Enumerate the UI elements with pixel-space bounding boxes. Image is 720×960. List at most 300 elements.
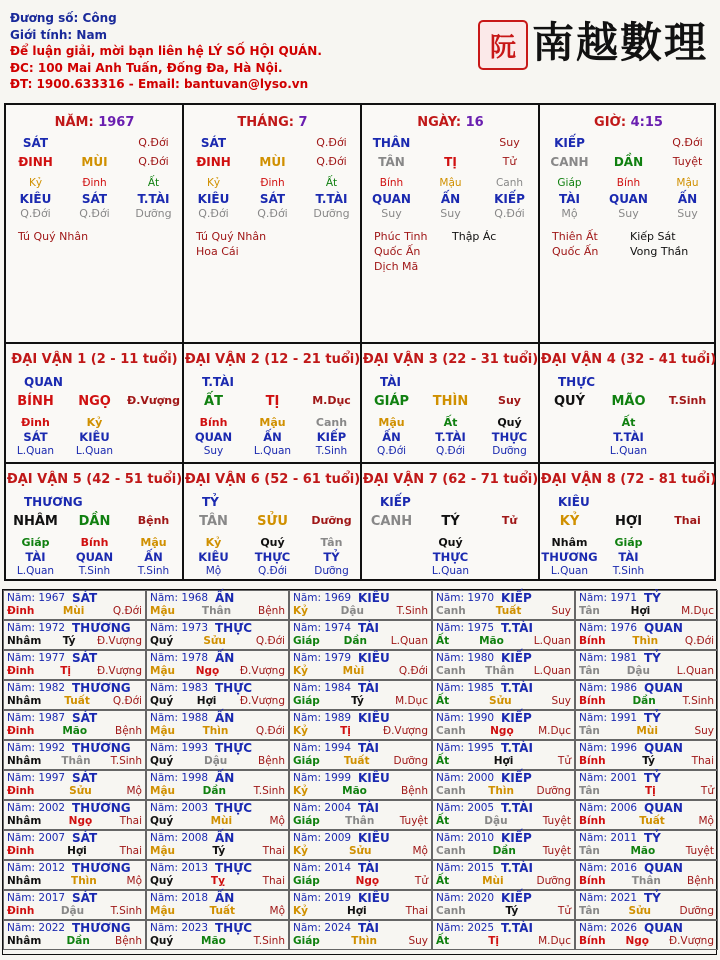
- year-head: [579, 592, 714, 605]
- year-god: QUAN: [644, 681, 683, 695]
- pillar-word: DẦN: [613, 155, 644, 169]
- pillar-word: Suy: [440, 207, 461, 220]
- year-pillar: [436, 785, 571, 798]
- dai-van-title: ĐẠI VẬN 5 (42 - 51 tuổi): [6, 472, 183, 487]
- pillar-word: Bính: [379, 177, 404, 189]
- pillar-word: Giáp: [557, 177, 582, 189]
- hidden-stem: [658, 536, 716, 549]
- hidden-god: THỰC: [254, 550, 291, 564]
- year-cell: [289, 650, 432, 680]
- dai-van-hstage: [184, 445, 361, 457]
- year-cell: [146, 710, 289, 740]
- pillar-word: Q.Đới: [672, 136, 703, 149]
- year-head: [150, 862, 285, 875]
- year-chi: Dậu: [340, 605, 364, 617]
- year-cell: [3, 620, 146, 650]
- year-stage: L.Quan: [390, 635, 428, 647]
- year-head: [579, 892, 714, 905]
- year-stage: M.Dục: [395, 695, 428, 707]
- dai-van-pillar: [540, 394, 717, 409]
- year-cell: [575, 620, 718, 650]
- year-head: [436, 892, 571, 905]
- year-pillar: [579, 935, 714, 948]
- dai-van-title: ĐẠI VẬN 1 (2 - 11 tuổi): [11, 352, 178, 367]
- year-stage: T.Sinh: [396, 605, 428, 617]
- hidden-god: [658, 430, 716, 444]
- gioi-tinh: Giới tính: Nam: [10, 27, 108, 42]
- year-cell: [3, 860, 146, 890]
- year-stage: Q.Đới: [112, 695, 142, 707]
- year-pillar: [293, 665, 428, 678]
- pillar-row: [362, 136, 539, 150]
- year-label: Năm: 1975: [436, 622, 495, 634]
- year-chi: Dần: [492, 845, 516, 857]
- year-chi: Sửu: [489, 695, 512, 707]
- year-can: Quý: [150, 695, 174, 707]
- year-pillar: [436, 665, 571, 678]
- pillar-word: SÁT: [200, 136, 227, 150]
- year-stage: Q.Đới: [255, 635, 285, 647]
- year-chi: Dần: [202, 785, 226, 797]
- year-stage: Suy: [408, 935, 428, 947]
- year-label: Năm: 1988: [150, 712, 209, 724]
- year-god: THỰC: [215, 801, 253, 815]
- dai-van-cell: [6, 464, 183, 582]
- year-can: Kỷ: [293, 725, 308, 737]
- year-god: THỰC: [215, 741, 253, 755]
- year-stage: Đ.Vượng: [668, 935, 714, 947]
- pillar-row: [184, 177, 361, 189]
- year-label: Năm: 1974: [293, 622, 352, 634]
- year-chi: Sửu: [69, 785, 92, 797]
- pillar-word: Q.Đới: [79, 207, 110, 220]
- year-pillar: [7, 845, 142, 858]
- pillar-row: [6, 207, 183, 220]
- year-god: T.TÀI: [501, 741, 533, 755]
- year-pillar: [293, 785, 428, 798]
- year-can: Canh: [436, 665, 466, 677]
- year-label: Năm: 2025: [436, 922, 495, 934]
- hidden-stage: L.Quan: [550, 565, 589, 577]
- year-cell: [3, 740, 146, 770]
- year-label: Năm: 2008: [150, 832, 209, 844]
- year-can: Giáp: [293, 755, 320, 767]
- dai-van-hstage: [6, 565, 183, 577]
- year-head: [436, 712, 571, 725]
- pillar-title: [540, 115, 717, 130]
- year-label: Năm: 1977: [7, 652, 66, 664]
- year-cell: [3, 890, 146, 920]
- year-chi: Thân: [631, 875, 661, 887]
- year-god: TÀI: [358, 681, 380, 695]
- hidden-god: [124, 430, 182, 444]
- year-stage: M.Dục: [538, 935, 571, 947]
- dai-van-hidden: [6, 416, 183, 429]
- year-chi: Tỵ: [210, 875, 225, 887]
- year-can: Quý: [150, 875, 174, 887]
- hidden-stage: L.Quan: [609, 445, 648, 457]
- year-stage: Thai: [119, 815, 142, 827]
- year-chi: Ngọ: [68, 815, 93, 827]
- year-chi: Tý: [642, 755, 655, 767]
- year-chi: Hợi: [67, 845, 87, 857]
- year-can: Tân: [579, 785, 600, 797]
- year-pillar: [579, 695, 714, 708]
- year-stage: Dưỡng: [536, 785, 571, 797]
- pillar-cell: [6, 105, 183, 340]
- year-cell: [146, 740, 289, 770]
- year-pillar: [579, 665, 714, 678]
- year-cell: [289, 620, 432, 650]
- year-god: KIÊU: [358, 711, 390, 725]
- hidden-god: SÁT: [23, 430, 48, 444]
- year-god: TÀI: [358, 801, 380, 815]
- year-stage: Mộ: [412, 845, 428, 857]
- dai-van-cell: [184, 344, 361, 462]
- header-info: [10, 10, 470, 93]
- dai-van-god: KIẾP: [380, 495, 411, 509]
- dai-van-hgods: [362, 550, 539, 564]
- hidden-stem: [480, 536, 538, 549]
- pillar-word: Mậu: [676, 177, 699, 189]
- year-label: Năm: 2026: [579, 922, 638, 934]
- year-god: KIẾP: [501, 831, 532, 845]
- year-stage: Suy: [551, 605, 571, 617]
- year-pillar: [7, 725, 142, 738]
- year-head: [7, 712, 142, 725]
- pillar-word: Tử: [502, 155, 517, 168]
- year-head: [293, 772, 428, 785]
- year-cell: [3, 830, 146, 860]
- year-god: THƯƠNG: [72, 861, 131, 875]
- year-can: Mậu: [150, 665, 176, 677]
- pillar-word: Bính: [616, 177, 641, 189]
- pillar-row: [184, 207, 361, 220]
- year-head: [7, 742, 142, 755]
- hidden-stage: Q.Đới: [376, 445, 407, 457]
- year-chi: Tý: [62, 635, 76, 647]
- dai-van-title: ĐẠI VẬN 2 (12 - 21 tuổi): [184, 352, 361, 367]
- year-head: [436, 592, 571, 605]
- year-chi: Ngọ: [625, 935, 650, 947]
- year-chi: Dậu: [203, 755, 228, 767]
- year-god: ẤN: [215, 831, 235, 845]
- year-pillar: [293, 815, 428, 828]
- dai-van-stage: Tử: [501, 514, 518, 527]
- pillar-word: T.TÀI: [137, 192, 170, 206]
- year-can: Bính: [579, 875, 606, 887]
- year-label: Năm: 2000: [436, 772, 495, 784]
- dai-van-pillar: [6, 394, 183, 409]
- year-head: [579, 862, 714, 875]
- dai-van-chi: SỬU: [257, 514, 288, 529]
- year-can: Nhâm: [7, 815, 42, 827]
- year-can: Giáp: [293, 935, 320, 947]
- hidden-stem: [362, 536, 420, 549]
- year-pillar: [7, 785, 142, 798]
- year-head: [150, 622, 285, 635]
- pillar-word: Q.Đới: [20, 207, 51, 220]
- year-god: TÀI: [358, 621, 380, 635]
- pillar-row: [184, 192, 361, 206]
- pillar-title-label: THÁNG:: [237, 115, 299, 130]
- pillar-row: [540, 207, 717, 220]
- year-stage: Bệnh: [258, 605, 285, 617]
- hidden-stage: T.Sinh: [137, 565, 170, 577]
- year-cell: [289, 920, 432, 950]
- year-pillar: [150, 935, 285, 948]
- hidden-god: TÀI: [618, 550, 639, 564]
- hidden-stem: Giáp: [614, 536, 643, 549]
- year-cell: [575, 920, 718, 950]
- pillar-word: TÀI: [558, 192, 580, 206]
- pillar-word: Q.Đới: [138, 155, 169, 168]
- year-label: Năm: 2016: [579, 862, 638, 874]
- hidden-stem: Tân: [320, 536, 343, 549]
- year-can: Canh: [436, 905, 466, 917]
- year-stage: Mộ: [126, 875, 142, 887]
- dai-van-hgods: [540, 430, 717, 444]
- pillar-word: T.TÀI: [315, 192, 348, 206]
- year-cell: [575, 590, 718, 620]
- year-can: Kỷ: [293, 665, 308, 677]
- year-stage: T.Sinh: [110, 755, 142, 767]
- year-cell: [575, 650, 718, 680]
- year-head: [150, 832, 285, 845]
- dai-van-can: CANH: [370, 514, 413, 529]
- year-can: Bính: [579, 755, 606, 767]
- hidden-god: TÀI: [25, 550, 46, 564]
- year-god: KIẾP: [501, 891, 532, 905]
- hidden-god: THỰC: [432, 550, 469, 564]
- hidden-god: [362, 550, 420, 564]
- year-cell: [575, 680, 718, 710]
- year-label: Năm: 2007: [7, 832, 66, 844]
- year-chi: Dần: [343, 635, 367, 647]
- year-chi: Tý: [505, 905, 519, 917]
- year-pillar: [436, 845, 571, 858]
- dai-van-hgods: [362, 430, 539, 444]
- year-head: [150, 712, 285, 725]
- year-god: THỰC: [215, 681, 253, 695]
- year-cell: [3, 650, 146, 680]
- year-head: [7, 802, 142, 815]
- pillar-word: MÙI: [259, 155, 286, 169]
- year-can: Quý: [150, 755, 174, 767]
- dai-van-can: QUÝ: [553, 394, 586, 409]
- year-chi: Hợi: [630, 605, 651, 617]
- year-chi: Dần: [66, 935, 90, 947]
- dai-van-hstage: [184, 565, 361, 577]
- year-god: QUAN: [644, 621, 683, 635]
- year-can: Đinh: [7, 905, 35, 917]
- year-head: [7, 892, 142, 905]
- dai-van-pillar: [362, 514, 539, 529]
- pillar-word: QUAN: [372, 192, 411, 206]
- year-pillar: [150, 905, 285, 918]
- pillar-word: Q.Đới: [257, 207, 288, 220]
- year-chi: Mão: [342, 785, 367, 797]
- year-pillar: [293, 905, 428, 918]
- year-label: Năm: 2005: [436, 802, 495, 814]
- year-label: Năm: 1996: [579, 742, 638, 754]
- year-head: [579, 832, 714, 845]
- year-label: Năm: 2018: [150, 892, 209, 904]
- year-stage: Bệnh: [258, 755, 285, 767]
- dai-van-can: NHÂM: [13, 514, 58, 529]
- year-can: Nhâm: [7, 875, 42, 887]
- pillar-word: ẤN: [440, 192, 461, 206]
- year-cell: [432, 830, 575, 860]
- pillar-title-value: 16: [465, 115, 484, 130]
- hidden-god: KIÊU: [198, 550, 229, 564]
- pillar-word: Dưỡng: [313, 207, 350, 220]
- pillar-row: [184, 136, 361, 150]
- year-stage: Tử: [414, 875, 428, 887]
- year-chi: Mùi: [62, 605, 85, 617]
- year-chi: Thân: [61, 755, 91, 767]
- year-god: KIẾP: [501, 651, 532, 665]
- pillar-title: [6, 115, 183, 130]
- hidden-stage: [658, 565, 716, 577]
- pillar-word: ĐINH: [196, 155, 231, 169]
- hidden-stage: [480, 565, 538, 577]
- pillar-note: Thập Ác: [452, 230, 497, 243]
- year-pillar: [7, 695, 142, 708]
- year-cell: [432, 650, 575, 680]
- year-can: Mậu: [150, 845, 176, 857]
- year-god: KIẾP: [501, 591, 532, 605]
- year-head: [150, 652, 285, 665]
- year-god: THƯƠNG: [72, 621, 131, 635]
- year-cell: [289, 860, 432, 890]
- year-cell: [432, 680, 575, 710]
- year-chi: Tuất: [639, 815, 665, 827]
- year-god: TỶ: [644, 651, 661, 665]
- year-god: THỰC: [215, 621, 253, 635]
- year-cell: [289, 800, 432, 830]
- year-god: ẤN: [215, 771, 235, 785]
- pillar-note: Hoa Cái: [196, 245, 239, 258]
- duong-so: Đương số: Công: [10, 11, 117, 25]
- year-head: [436, 682, 571, 695]
- year-stage: T.Sinh: [253, 785, 285, 797]
- dai-van-can: TÂN: [199, 514, 228, 529]
- pillar-row: [540, 192, 717, 206]
- year-pillar: [436, 905, 571, 918]
- hidden-stem: [540, 416, 598, 429]
- year-god: ẤN: [215, 711, 235, 725]
- year-pillar: [436, 755, 571, 768]
- year-pillar: [293, 725, 428, 738]
- year-can: Kỷ: [293, 905, 308, 917]
- hidden-stem: Canh: [315, 416, 348, 429]
- year-pillar: [293, 845, 428, 858]
- year-head: [436, 742, 571, 755]
- pillar-note: Dịch Mã: [374, 260, 419, 273]
- pillar-word: KIẾP: [494, 192, 525, 206]
- year-label: Năm: 2015: [436, 862, 495, 874]
- year-god: QUAN: [644, 861, 683, 875]
- dai-van-title: ĐẠI VẬN 3 (22 - 31 tuổi): [362, 352, 539, 367]
- year-chi: Tuất: [209, 905, 236, 917]
- year-label: Năm: 1968: [150, 592, 209, 604]
- year-can: Nhâm: [7, 755, 42, 767]
- dai-van-hstage: [540, 565, 717, 577]
- year-head: [150, 772, 285, 785]
- year-can: Mậu: [150, 605, 176, 617]
- year-label: Năm: 1991: [579, 712, 638, 724]
- year-god: THƯƠNG: [72, 741, 131, 755]
- dai-van-chi: NGỌ: [78, 394, 111, 409]
- year-chi: Sửu: [348, 845, 372, 857]
- year-chi: Tý: [351, 695, 364, 707]
- year-god: ẤN: [215, 891, 235, 905]
- year-stage: Đ.Vượng: [239, 695, 285, 707]
- year-can: Canh: [436, 785, 466, 797]
- hidden-god: QUAN: [75, 550, 114, 564]
- year-pillar: [436, 695, 571, 708]
- pillar-word: Mộ: [561, 207, 578, 220]
- year-head: [579, 682, 714, 695]
- year-cell: [432, 800, 575, 830]
- year-can: Đinh: [7, 845, 35, 857]
- pillar-word: ẤN: [677, 192, 698, 206]
- year-can: Mậu: [150, 785, 176, 797]
- pillar-row: [6, 136, 183, 150]
- year-chi: Sửu: [203, 635, 226, 647]
- year-can: Ất: [436, 755, 450, 767]
- year-label: Năm: 1979: [293, 652, 352, 664]
- year-chi: Tị: [60, 665, 72, 677]
- dai-van-stage: Thai: [674, 514, 701, 527]
- chart-grid: [4, 103, 716, 581]
- year-can: Giáp: [293, 695, 320, 707]
- year-stage: L.Quan: [533, 665, 571, 677]
- address-line: ĐC: 100 Mai Anh Tuấn, Đống Đa, Hà Nội.: [10, 60, 283, 75]
- pillar-word: Q.Đới: [316, 136, 347, 149]
- year-label: Năm: 1984: [293, 682, 352, 694]
- year-label: Năm: 1987: [7, 712, 66, 724]
- year-stage: M.Dục: [681, 605, 714, 617]
- year-can: Quý: [150, 815, 174, 827]
- year-god: KIÊU: [358, 831, 390, 845]
- year-label: Năm: 2014: [293, 862, 352, 874]
- year-head: [293, 652, 428, 665]
- dai-van-stage: M.Dục: [312, 394, 351, 407]
- hidden-stem: Đinh: [21, 416, 50, 429]
- hidden-stage: Suy: [203, 445, 224, 457]
- year-stage: T.Sinh: [682, 695, 714, 707]
- year-label: Năm: 2012: [7, 862, 66, 874]
- dai-van-hstage: [540, 445, 717, 457]
- year-cell: [575, 860, 718, 890]
- pillar-word: Q.Đới: [138, 136, 169, 149]
- dai-van-hstage: [362, 445, 539, 457]
- year-cell: [146, 770, 289, 800]
- year-head: [579, 802, 714, 815]
- pillar-word: KIẾP: [554, 136, 585, 150]
- dai-van-cell: [6, 344, 183, 462]
- hidden-stage: L.Quan: [16, 445, 55, 457]
- year-god: THỰC: [215, 921, 253, 935]
- year-stage: Đ.Vượng: [239, 665, 285, 677]
- year-can: Ất: [436, 815, 450, 827]
- pillar-note: Phúc Tinh: [374, 230, 428, 243]
- year-head: [293, 592, 428, 605]
- year-can: Đinh: [7, 665, 35, 677]
- dai-van-god: THỰC: [558, 375, 596, 389]
